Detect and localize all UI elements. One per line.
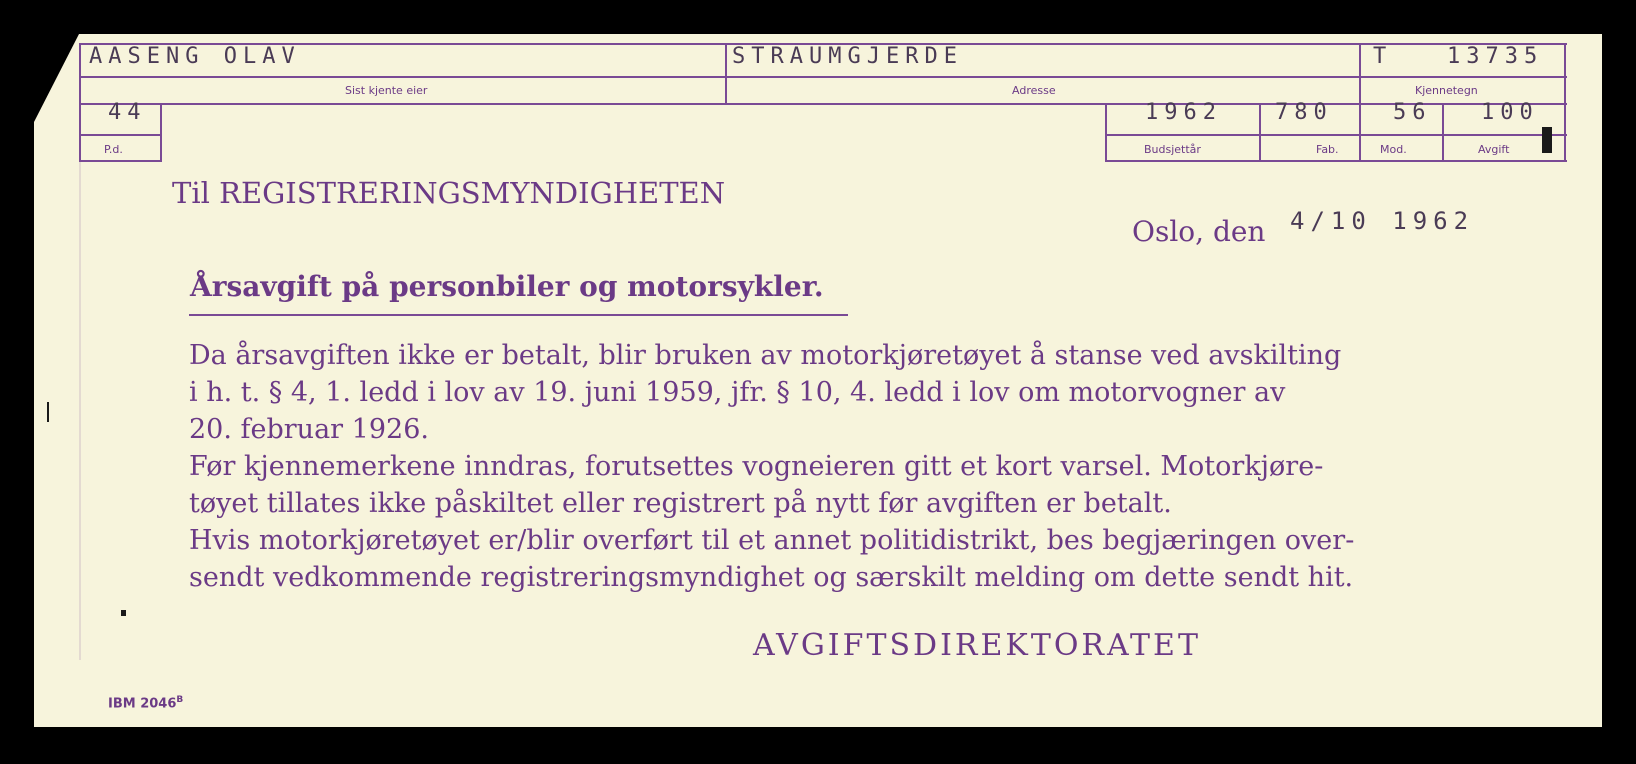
body-line: tøyet tillates ikke påskiltet eller registrert på nytt før avgiften er betalt. — [189, 488, 1172, 519]
budget-box-left — [1105, 103, 1107, 162]
budget-box-bottom — [1105, 160, 1567, 162]
budget-box-mid — [1105, 134, 1567, 136]
body-line: 20. februar 1926. — [189, 414, 429, 445]
notice-body — [189, 337, 1489, 596]
mod-label: Mod. — [1380, 143, 1407, 156]
notice-date: 4/10 1962 — [1290, 207, 1475, 235]
mod-value: 56 — [1393, 100, 1432, 125]
header-vertical-1 — [79, 43, 81, 162]
place-label: Oslo, den — [1132, 215, 1266, 248]
form-code-suffix: B — [176, 695, 184, 705]
left-margin-rule — [79, 160, 81, 660]
form-code — [108, 695, 183, 711]
mod-divider — [1442, 103, 1444, 162]
pd-value: 44 — [108, 100, 147, 125]
left-dot — [121, 610, 126, 616]
plate-letter: T — [1373, 44, 1393, 69]
owner-name: AASENG OLAV — [89, 44, 301, 69]
budget-year-value: 1962 — [1145, 100, 1222, 125]
plate-label: Kjennetegn — [1415, 84, 1478, 97]
signature-authority: AVGIFTSDIREKTORATET — [753, 628, 1201, 663]
header-label-rule — [79, 103, 1567, 105]
fab-label: Fab. — [1316, 143, 1339, 156]
pd-box-right — [160, 103, 162, 162]
pd-label: P.d. — [104, 143, 123, 156]
pd-box-bottom — [79, 160, 162, 162]
notice-heading: Årsavgift på personbiler og motorsykler. — [190, 270, 824, 303]
header-vertical-2 — [725, 43, 727, 104]
body-line: Da årsavgiften ikke er betalt, blir bruken av motorkjøretøyet å stanse ved avskilting — [189, 340, 1342, 371]
header-vertical-4 — [1564, 43, 1566, 162]
body-line: Hvis motorkjøretøyet er/blir overført til et annet politidistrikt, bes begjæringen over- — [189, 525, 1355, 556]
fee-punch-mark — [1542, 127, 1552, 153]
form-code-text: IBM 2046 — [108, 696, 177, 712]
heading-underline — [189, 314, 848, 316]
fee-value: 100 — [1481, 100, 1539, 125]
header-vertical-3 — [1359, 43, 1361, 162]
plate-number: 13735 — [1447, 44, 1544, 69]
address-value: STRAUMGJERDE — [732, 44, 963, 69]
budget-year-label: Budsjettår — [1144, 143, 1201, 156]
header-name-rule — [79, 76, 1567, 78]
address-label: Adresse — [1012, 84, 1056, 97]
fab-divider — [1259, 103, 1261, 162]
fee-label: Avgift — [1478, 143, 1510, 156]
addressee: Til REGISTRERINGSMYNDIGHETEN — [172, 176, 726, 210]
body-line: i h. t. § 4, 1. ledd i lov av 19. juni 1959, jfr. § 10, 4. ledd i lov om motorvogner av — [189, 377, 1286, 408]
owner-label: Sist kjente eier — [345, 84, 428, 97]
body-line: Før kjennemerkene inndras, forutsettes vogneieren gitt et kort varsel. Motorkjøre- — [189, 451, 1324, 482]
left-margin-tick — [47, 402, 49, 422]
fab-value: 780 — [1275, 100, 1333, 125]
body-line: sendt vedkommende registreringsmyndighet og særskilt melding om dette sendt hit. — [189, 562, 1354, 593]
pd-box-mid — [79, 134, 162, 136]
